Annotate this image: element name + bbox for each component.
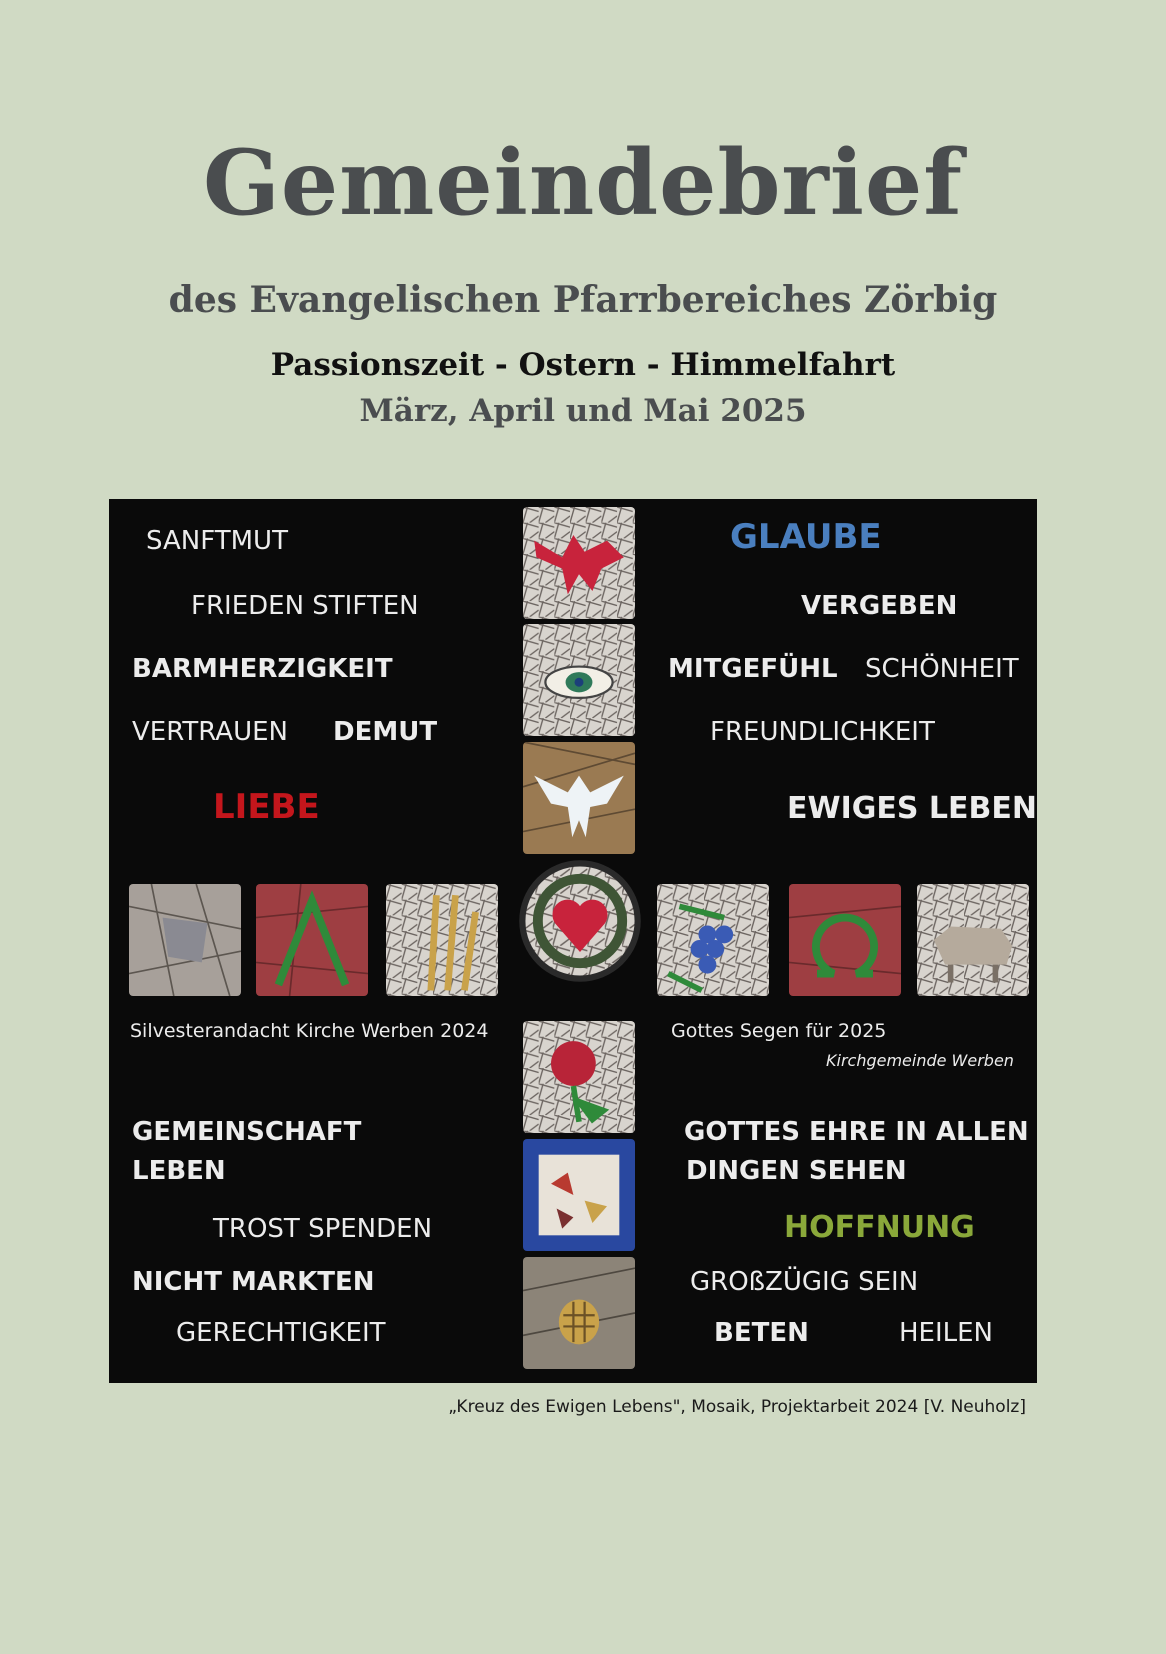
word-dingen-sehen: DINGEN SEHEN — [686, 1156, 907, 1186]
word-sanftmut: SANFTMUT — [146, 526, 288, 556]
word-vergeben: VERGEBEN — [801, 591, 958, 621]
word-freundlichkeit: FREUNDLICHKEIT — [710, 717, 935, 747]
word-barmherzigkeit: BARMHERZIGKEIT — [132, 654, 393, 684]
mosaic-tile-eye — [523, 624, 635, 736]
mosaic-tile-grey — [129, 884, 241, 996]
word-schoenheit: SCHÖNHEIT — [865, 654, 1019, 684]
mosaic-tile-omega — [789, 884, 901, 996]
mosaic-tile-red-bird — [523, 507, 635, 619]
mosaic-cross-poster — [109, 499, 1037, 1383]
note-silvesterandacht: Silvesterandacht Kirche Werben 2024 — [130, 1020, 489, 1042]
word-gemeinschaft: GEMEINSCHAFT — [132, 1117, 362, 1147]
image-caption: „Kreuz des Ewigen Lebens", Mosaik, Projektarbeit 2024 [V. Neuholz] — [448, 1397, 1026, 1417]
season-line: Passionszeit - Ostern - Himmelfahrt — [270, 347, 896, 383]
mosaic-tile-lamb — [917, 884, 1029, 996]
word-beten: BETEN — [714, 1318, 809, 1348]
page-title: Gemeindebrief — [203, 130, 963, 236]
word-frieden-stiften: FRIEDEN STIFTEN — [191, 591, 419, 621]
note-gottes-segen: Gottes Segen für 2025 — [671, 1020, 887, 1042]
word-liebe: LIEBE — [213, 787, 320, 827]
mosaic-tile-alpha — [256, 884, 368, 996]
word-ewiges-leben: EWIGES LEBEN — [787, 791, 1037, 826]
word-gemeinschaft-leben: LEBEN — [132, 1156, 226, 1186]
word-glaube: GLAUBE — [730, 517, 882, 557]
word-trost-spenden: TROST SPENDEN — [213, 1214, 433, 1244]
word-gottes-ehre: GOTTES EHRE IN ALLEN — [684, 1117, 1029, 1147]
word-nicht-markten: NICHT MARKTEN — [132, 1267, 375, 1297]
mosaic-tile-heart-wreath — [518, 859, 642, 983]
word-vertrauen: VERTRAUEN — [132, 717, 288, 747]
note-kirchgemeinde: Kirchgemeinde Werben — [826, 1051, 1014, 1070]
months-line: März, April und Mai 2025 — [359, 393, 807, 429]
mosaic-tile-basket — [523, 1257, 635, 1369]
mosaic-tile-dove — [523, 742, 635, 854]
mosaic-tile-grapes — [657, 884, 769, 996]
word-gerechtigkeit: GERECHTIGKEIT — [176, 1318, 386, 1348]
word-mitgefuehl: MITGEFÜHL — [668, 654, 838, 684]
mosaic-tile-wheat — [386, 884, 498, 996]
word-hoffnung: HOFFNUNG — [784, 1210, 975, 1245]
word-grosszuegig-sein: GROßZÜGIG SEIN — [690, 1267, 919, 1297]
word-heilen: HEILEN — [899, 1318, 994, 1348]
word-demut: DEMUT — [333, 717, 438, 747]
page-subtitle: des Evangelischen Pfarrbereiches Zörbig — [168, 279, 998, 321]
mosaic-tile-blue-border — [523, 1139, 635, 1251]
mosaic-tile-rose — [523, 1021, 635, 1133]
